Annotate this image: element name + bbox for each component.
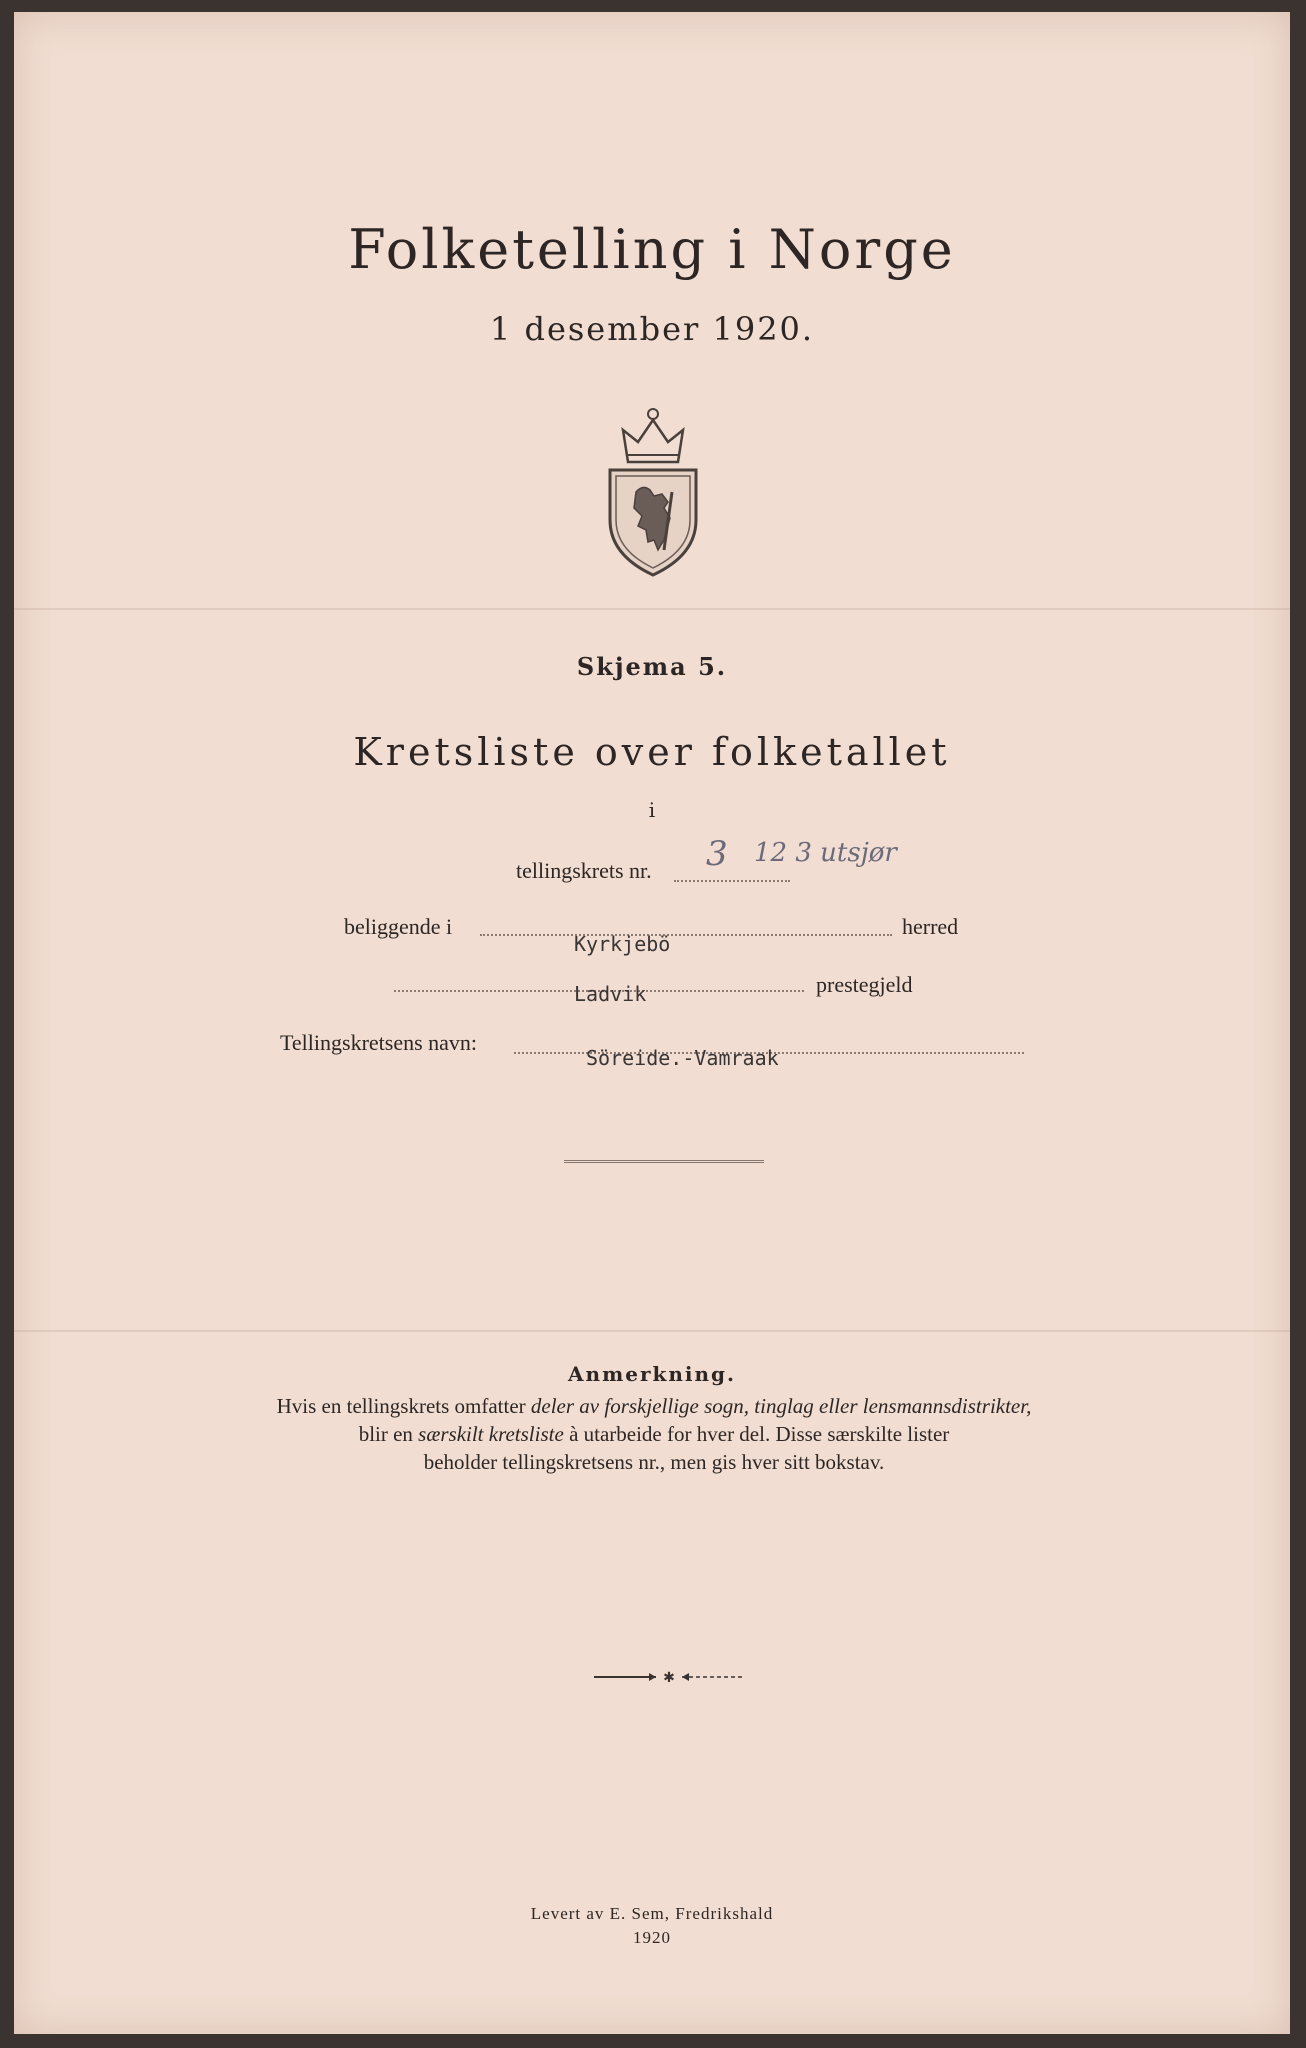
beliggende-label: beliggende i: [344, 914, 453, 939]
printer-credit: Levert av E. Sem, Fredrikshald: [530, 1904, 774, 1923]
prestegjeld-label: prestegjeld: [816, 972, 913, 997]
fold-line-lower: [14, 1330, 1290, 1332]
herred-label: herred: [902, 914, 959, 939]
divider-rule: [564, 1160, 764, 1166]
census-date: 1 desember 1920.: [489, 310, 815, 348]
note-heading: Anmerkning.: [568, 1362, 736, 1386]
census-form-page: [14, 12, 1290, 2034]
preposition-i: i: [648, 798, 656, 822]
page-title: Folketelling i Norge: [348, 218, 956, 281]
note-line-2: [194, 1420, 1114, 1448]
herred-line: [480, 934, 892, 936]
note-line-1: [194, 1392, 1114, 1420]
prestegjeld-value: Ladvik: [574, 982, 647, 1006]
schema-number: Skjema 5.: [576, 652, 728, 681]
ornament-divider-icon: [594, 1670, 744, 1684]
herred-value: Kyrkjebö: [574, 932, 671, 956]
tellingskrets-label: tellingskrets nr.: [516, 858, 652, 883]
krets-navn-label: Tellingskretsens navn:: [280, 1030, 478, 1055]
tellingskrets-value: 3: [706, 834, 728, 874]
note-line-2-emphasis: særskilt kretsliste: [418, 1422, 564, 1446]
coat-of-arms-icon: [598, 400, 708, 580]
note-line-1-text: Hvis en tellingskrets omfatter: [276, 1394, 531, 1418]
printer-year: 1920: [633, 1928, 671, 1947]
tellingskrets-line: [674, 880, 790, 882]
note-line-3: beholder tellingskretsens nr., men gis hver sitt bokstav.: [423, 1450, 885, 1474]
note-line-1-emphasis: deler av forskjellige sogn, tinglag eller lensmannsdistrikter,: [530, 1394, 1032, 1418]
handwritten-annotation: 12 3 utsjør: [754, 838, 897, 868]
note-line-2-text-c: à utarbeide for hver del. Disse særskilte lister: [563, 1422, 950, 1446]
note-line-2-text-a: blir en: [358, 1422, 419, 1446]
fold-line-upper: [14, 608, 1290, 610]
krets-navn-value: Söreide.-Vamraak: [586, 1046, 779, 1070]
form-heading: Kretsliste over folketallet: [353, 730, 951, 774]
svg-text:✱: ✱: [663, 1670, 675, 1684]
